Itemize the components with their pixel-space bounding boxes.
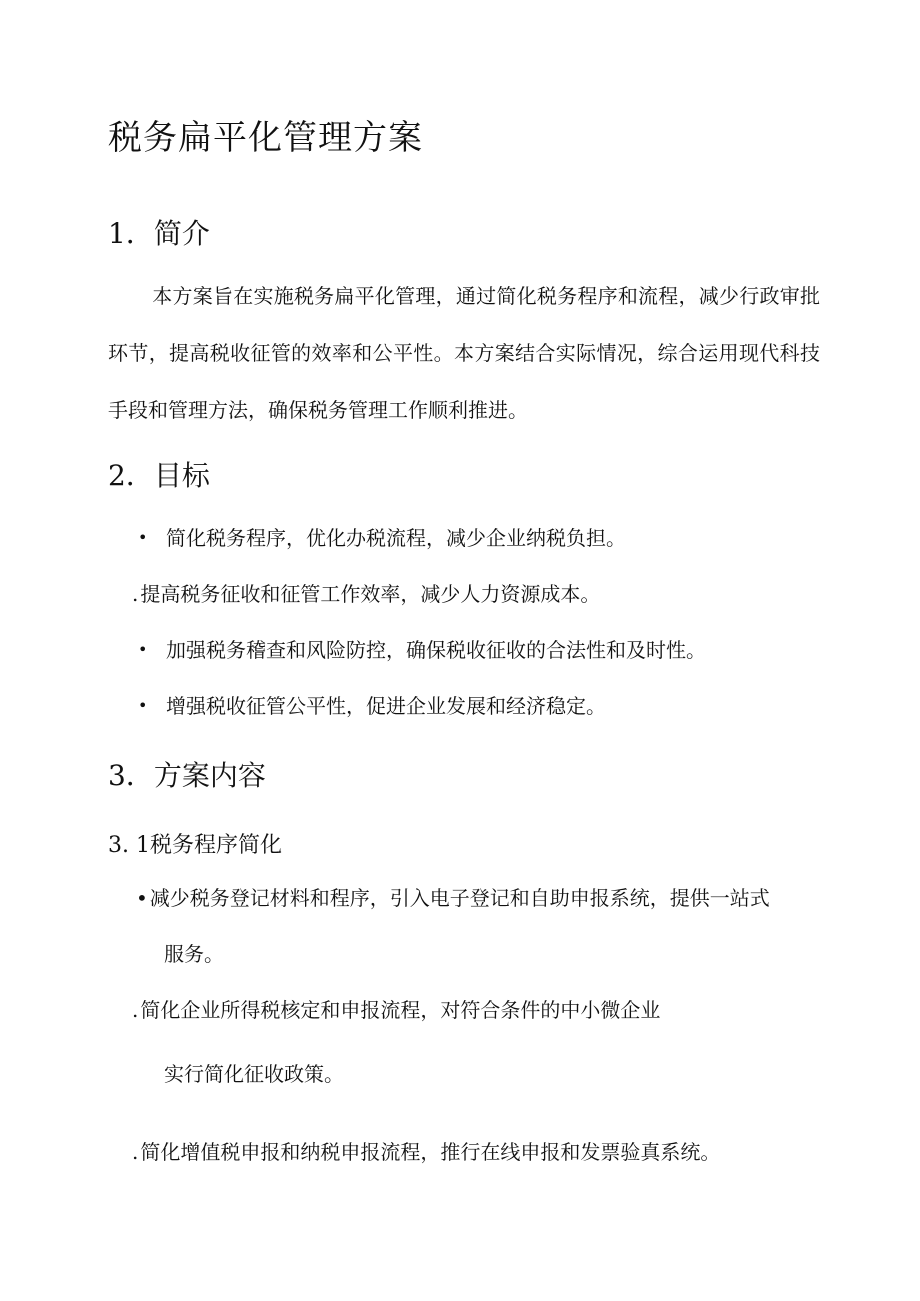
goal-item: 增强税收征管公平性，促进企业发展和经济稳定。 <box>166 694 606 718</box>
subsection-heading: 3. 1税务程序简化 <box>108 833 282 858</box>
bullet-marker: • <box>138 640 148 659</box>
dot-marker: . <box>132 1140 139 1164</box>
intro-paragraph-text: 本方案旨在实施税务扁平化管理，通过简化税务程序和流程，减少行政审批环节，提高税收征管的效率和公平性。本方案结合实际情况，综合运用现代科技手段和管理方法，确保税务管理工作顺利推进。 <box>108 284 820 422</box>
plan-item-text: 简化增值税申报和纳税申报流程，推行在线申报和发票验真系统。 <box>140 1140 721 1164</box>
plan-item-text: 简化企业所得税核定和申报流程，对符合条件的中小微企业 <box>140 998 661 1022</box>
section-heading-plan: 3．方案内容 <box>108 759 266 792</box>
plan-item-text: 减少税务登记材料和程序，引入电子登记和自助申报系统，提供一站式 <box>149 886 770 910</box>
intro-paragraph <box>108 268 820 439</box>
plan-item <box>132 994 660 1026</box>
document-title: 税务扁平化管理方案 <box>108 118 423 158</box>
goal-item-text: 提高税务征收和征管工作效率，减少人力资源成本。 <box>140 582 601 606</box>
plan-item <box>136 882 770 914</box>
goal-item: 加强税务稽查和风险防控，确保税收征收的合法性和及时性。 <box>166 638 706 662</box>
section-heading-intro: 1．简介 <box>108 217 210 250</box>
goal-item <box>132 578 600 610</box>
plan-item <box>132 1136 720 1168</box>
dot-marker: . <box>132 582 139 606</box>
goal-item: 简化税务程序，优化办税流程，减少企业纳税负担。 <box>166 526 626 550</box>
plan-item-continuation: 服务。 <box>164 942 224 966</box>
bullet-marker: • <box>136 886 148 910</box>
plan-item-continuation: 实行简化征收政策。 <box>164 1062 344 1086</box>
section-heading-goals: 2．目标 <box>108 459 210 492</box>
bullet-marker: • <box>138 696 148 715</box>
dot-marker: . <box>132 998 139 1022</box>
bullet-marker: • <box>138 528 148 547</box>
